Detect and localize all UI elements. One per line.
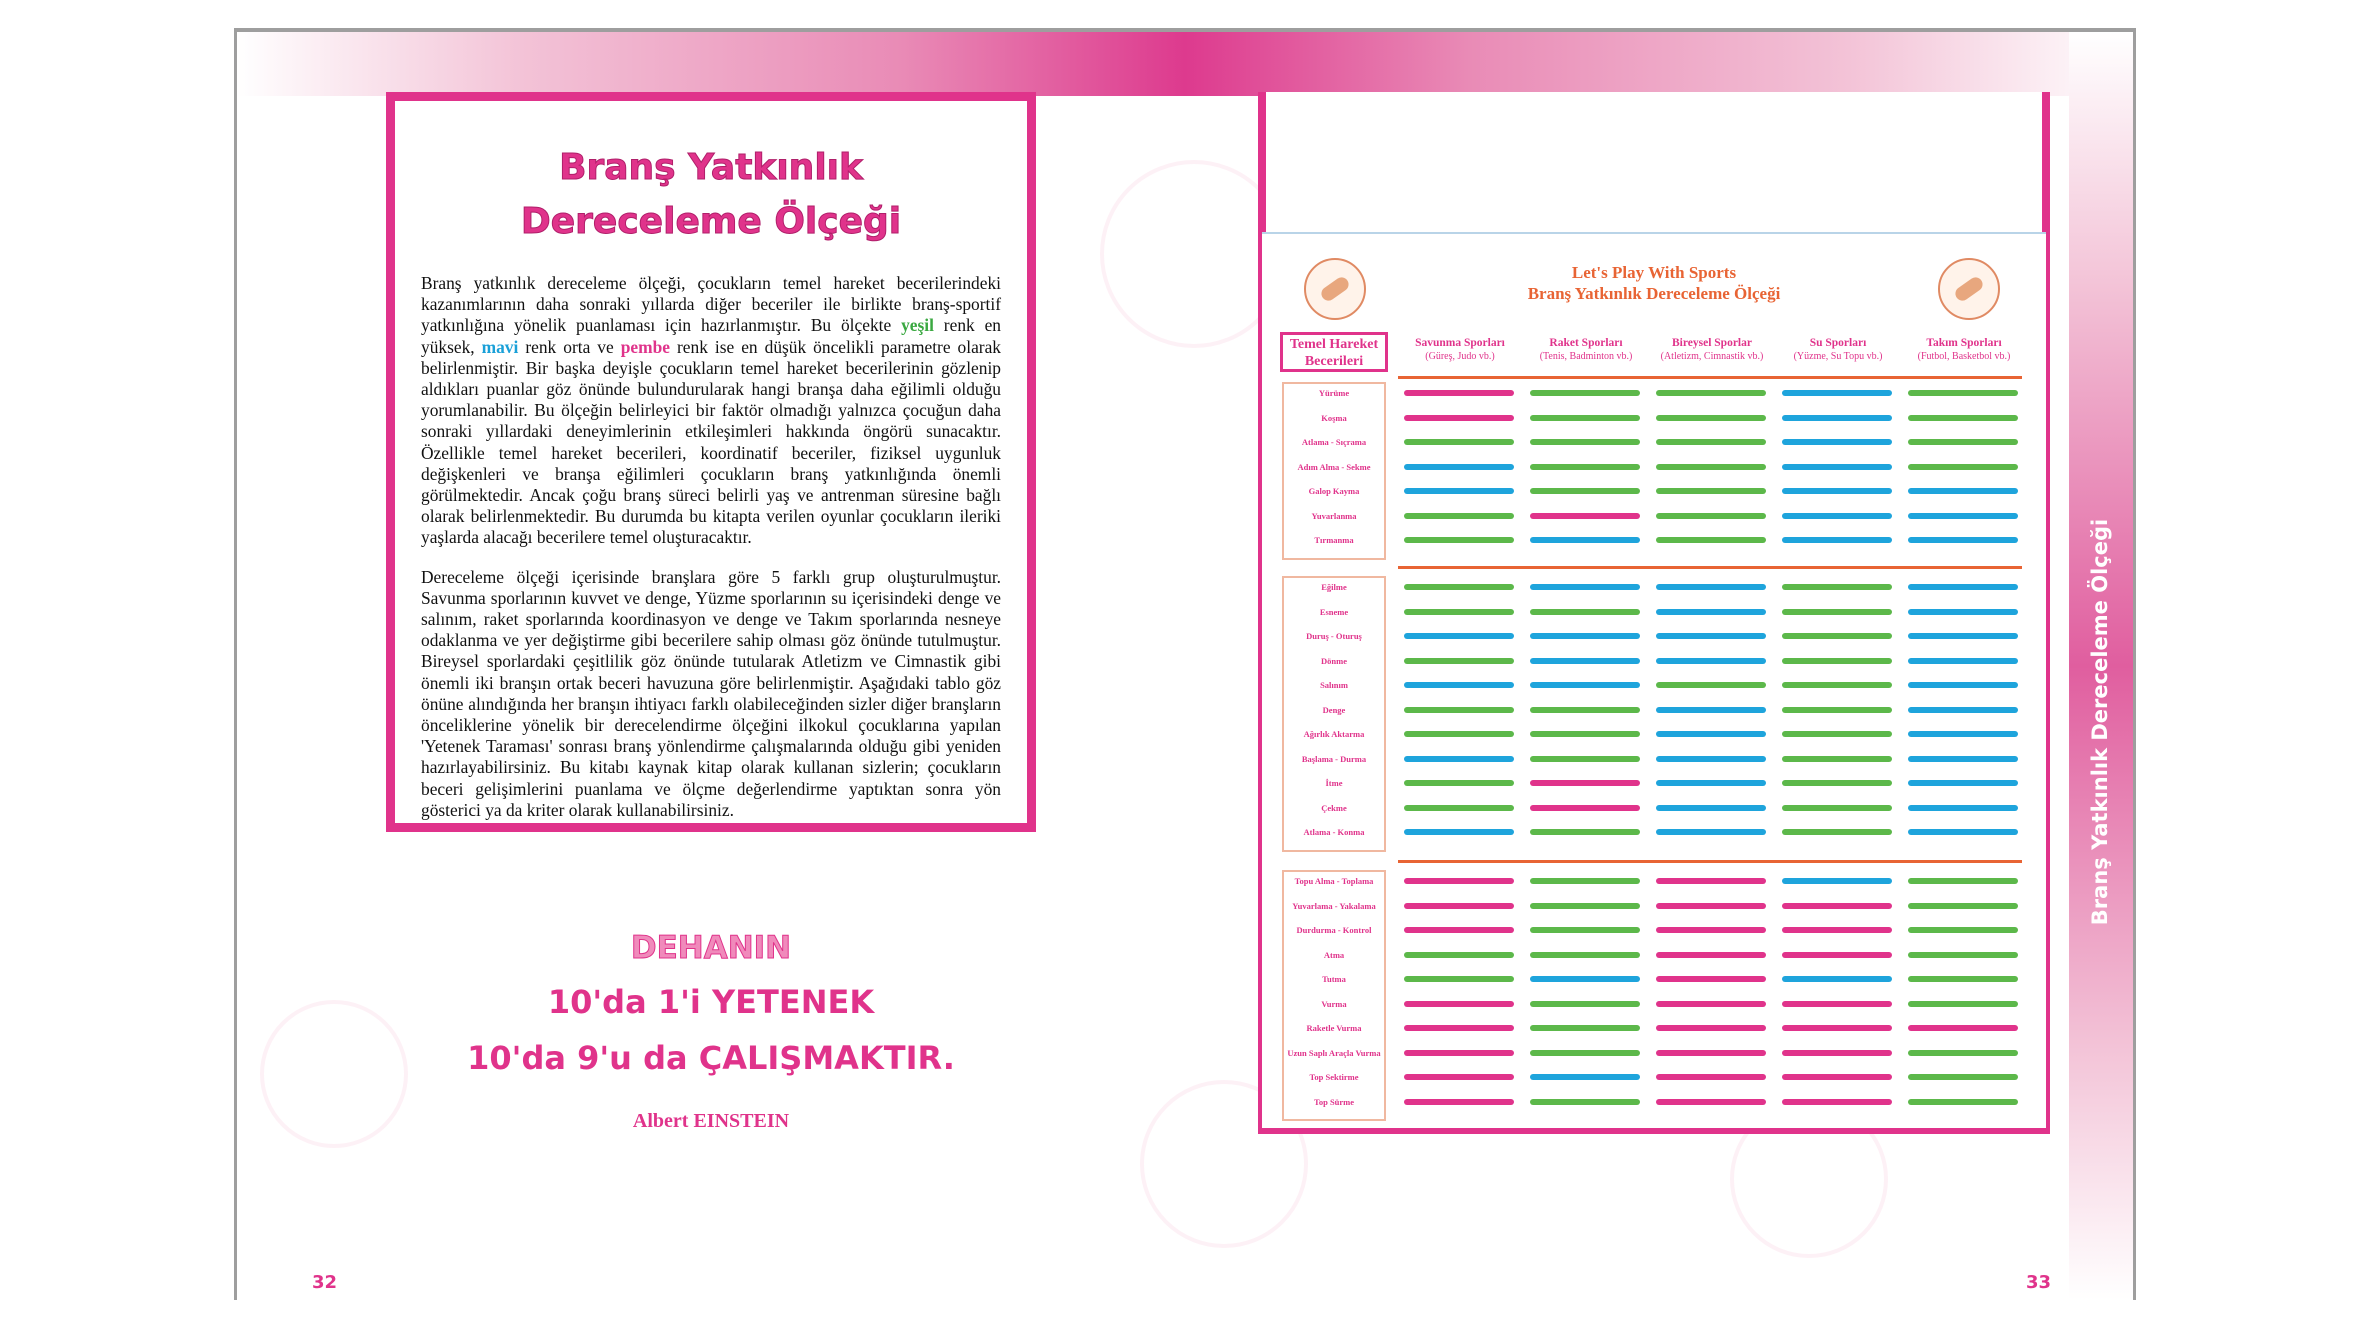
skill-label: Durdurma - Kontrol [1296,925,1372,935]
rating-bar [1782,1050,1892,1056]
rating-bar [1656,927,1766,933]
rating-bar [1908,805,2018,811]
rating-bar [1404,1025,1514,1031]
skill-label: Yürüme [1318,388,1350,398]
rating-bar [1782,952,1892,958]
rating-bar [1530,1050,1640,1056]
rating-bar [1782,584,1892,590]
rating-bar [1782,537,1892,543]
rating-bar [1908,584,2018,590]
column-header: Takım Sporları (Futbol, Basketbol vb.) [1917,337,2011,362]
skill-label: Galop Kayma [1308,486,1360,496]
rating-bar [1656,609,1766,615]
rating-bar [1908,488,2018,494]
rating-bar [1404,584,1514,590]
rating-bar [1782,927,1892,933]
rating-bar [1782,878,1892,884]
rating-bar [1404,682,1514,688]
rating-bar [1404,976,1514,982]
skill-label: Eğilme [1321,582,1347,592]
top-gradient-band [237,32,2133,96]
rating-bar [1908,513,2018,519]
rating-bar [1530,464,1640,470]
rating-bar [1782,780,1892,786]
rating-bar [1782,488,1892,494]
skill-label: Duruş - Oturuş [1306,631,1362,641]
rating-bar [1530,682,1640,688]
rating-bar [1656,390,1766,396]
skill-label: Vurma [1321,998,1347,1009]
rating-bar [1404,1074,1514,1080]
rating-bar [1908,829,2018,835]
rating-bar [1908,903,2018,909]
rating-bar [1404,1001,1514,1007]
rating-bar [1530,633,1640,639]
rating-bar [1404,952,1514,958]
skill-label: Salınım [1320,680,1348,690]
skill-label: Atlama - Sıçrama [1301,437,1367,447]
quote-line-1: DEHANIN [630,930,792,966]
rating-bar [1530,878,1640,884]
rating-bar [1656,805,1766,811]
skill-label: Yuvarlama - Yakalama [1292,900,1376,911]
rating-bar [1782,1001,1892,1007]
skill-label: Tutma [1322,974,1346,984]
rating-bar [1656,658,1766,664]
rating-bar [1404,537,1514,543]
intro-box [386,92,1036,832]
rating-bar [1404,805,1514,811]
rating-bar [1782,1025,1892,1031]
skill-label: Uzun Saplı Araçla Vurma [1287,1047,1381,1058]
rating-bar [1782,731,1892,737]
rating-bar [1404,829,1514,835]
rating-bar [1404,927,1514,933]
rating-bar [1908,1001,2018,1007]
rating-bar [1908,731,2018,737]
rating-bar [1782,658,1892,664]
rating-bar [1656,952,1766,958]
skill-label: Yuvarlanma [1311,510,1357,521]
rating-bar [1656,682,1766,688]
rating-bar [1908,976,2018,982]
rating-bar [1656,1099,1766,1105]
intro-paragraph-1: Branş yatkınlık dereceleme ölçeği, çocukların temel hareket becerilerindeki kazanımlarının daha sonraki yıllarda diğer beceriler ile birlikte branş-sportif yatkınlığına yönelik puanlaması için hazırlanmıştır. Bu ölçekte yeşil renk en yüksek, mavi renk orta ve pembe renk ise en düşük öncelikli parametre olarak belirlenmiştir. Bir başka deyişle çocukların temel hareket becerilerinin gözlenip aldıkları puanlar göz önünde bulundurularak hangi branşa daha eğilimli olduğu yorumlanabilir. Bu ölçeğin belirleyici bir faktör olmadığı yalnızca çocuğun daha sonraki yıllardaki deneyimlerinin etkileşimleri hakkında öngörü sunacaktır. Özellikle temel hareket becerileri, koordinatif beceriler, fiziksel uygunluk değişkenleri ve branşa eğilimleri çocukların branş yatkınlığında önemli görülmektedir. Ancak çoğu branş süreci belirli yaş ve antrenman süresine bağlı olarak belirlenmektedir. Bu durumda bu kitapta verilen oyunlar çocukların ileriki yaşlarda alacağı becerilere temel oluşturacaktır. [421,273,1001,548]
quote-line-3: 10'da 9'u da ÇALIŞMAKTIR. [467,1039,955,1077]
rating-bar [1404,513,1514,519]
rating-bar [1908,658,2018,664]
rating-bar [1530,927,1640,933]
skill-label: Raketle Vurma [1306,1023,1362,1033]
rating-bar [1530,952,1640,958]
skill-label: Ağırlık Aktarma [1303,729,1365,739]
rating-bar [1404,488,1514,494]
rating-bar [1530,537,1640,543]
rating-bar [1656,1001,1766,1007]
rating-bar [1404,707,1514,713]
header-divider [1398,376,2022,379]
rating-bar [1782,1099,1892,1105]
rating-bar [1530,609,1640,615]
rating-bar [1530,707,1640,713]
rating-bar [1782,439,1892,445]
rating-bar [1530,513,1640,519]
rating-bar [1530,390,1640,396]
rating-bar [1404,390,1514,396]
rating-bar [1404,878,1514,884]
rating-bar [1656,488,1766,494]
rating-bar [1908,927,2018,933]
group-divider [1398,566,2022,569]
rating-bar [1404,1099,1514,1105]
skill-label: Dönme [1321,655,1347,666]
rating-bar [1908,537,2018,543]
rating-bar [1656,976,1766,982]
rating-bar [1908,1050,2018,1056]
rating-bar [1656,584,1766,590]
rating-bar [1908,609,2018,615]
rating-bar [1782,513,1892,519]
rating-bar [1908,878,2018,884]
rating-bar [1782,464,1892,470]
skill-label: Atlama - Konma [1303,827,1365,837]
skill-label: Tırmanma [1314,535,1354,545]
rating-bar [1656,537,1766,543]
rating-bar [1782,390,1892,396]
rating-bar [1530,976,1640,982]
rating-bar [1656,1050,1766,1056]
skill-label: Çekme [1321,802,1347,813]
rating-bar [1404,439,1514,445]
rating-bar [1908,439,2018,445]
rating-bar [1782,829,1892,835]
rating-bar [1404,731,1514,737]
rating-bar [1404,609,1514,615]
rating-bar [1530,584,1640,590]
skill-label: Topu Alma - Toplama [1294,876,1374,886]
rating-bar [1656,439,1766,445]
rating-bar [1782,707,1892,713]
rating-bar [1530,756,1640,762]
intro-text [421,273,1001,821]
rating-bar [1530,1074,1640,1080]
rating-bar [1656,878,1766,884]
rating-bar [1404,658,1514,664]
rating-bar [1404,903,1514,909]
rating-bar [1530,439,1640,445]
rating-bar [1908,415,2018,421]
rating-bar [1404,633,1514,639]
side-title: Branş Yatkınlık Dereceleme Ölçeği [2088,518,2112,926]
rating-bar [1404,464,1514,470]
rating-bar [1782,756,1892,762]
rating-bar [1656,415,1766,421]
rating-bar [1782,903,1892,909]
quote-line-2: 10'da 1'i YETENEK [547,983,875,1021]
quote [386,922,1036,1133]
rating-bar [1656,731,1766,737]
skill-label: Top Sürme [1313,1096,1355,1107]
rating-bar [1908,682,2018,688]
rating-bar [1908,390,2018,396]
rating-bar [1656,1025,1766,1031]
rating-bar [1530,829,1640,835]
rating-bar [1530,1025,1640,1031]
rating-bar [1530,415,1640,421]
skill-label: Adım Alma - Sekme [1297,461,1371,472]
rating-bar [1908,952,2018,958]
rating-bar [1656,513,1766,519]
rating-bar [1530,780,1640,786]
skill-label: Başlama - Durma [1301,753,1367,764]
skill-label: Denge [1322,704,1346,715]
rating-bar [1530,805,1640,811]
rating-bar [1656,829,1766,835]
rating-bar [1656,1074,1766,1080]
rating-bar [1656,903,1766,909]
rating-bar [1908,780,2018,786]
skill-label: İtme [1325,778,1343,788]
intro-paragraph-2: Dereceleme ölçeği içerisinde branşlara göre 5 farklı grup oluşturulmuştur. Savunma sporlarının kuvvet ve denge, Yüzme sporlarının su içerisindeki denge ve salınım, raket sporlarında koordinasyon ve denge ve Takım sporlarında nesneye odaklanma ve yer değiştirme gibi becerilere sahip olması göz önünde tutulmuştur. Bireysel sporlardaki çeşitlilik göz önünde tutularak Atletizm ve Cimnastik gibi önemli iki branşın ortak beceri havuzuna göre belirlenmiştir. Aşağıdaki tablo göz önüne alındığında her branşın ihtiyacı farklı olabileceğinden sizler diğer branşların önceliklerine yönelik bir derecelendirme ölçeğini ilkokul çocuklarına yapılan 'Yetenek Taraması' sonrası branş yönlendirme çalışmalarında olduğu gibi yeniden hazırlayabilirsiniz. Bu kitabı kaynak kitap olarak kullanan sizlerin; çocukların beceri gelişimlerini puanlama ve ölçme değerlendirme yaptıktan sonra yön gösterici ya da kriter olarak kullanabilirsiniz. [421,566,1001,820]
rating-bar [1908,464,2018,470]
skill-label: Atma [1323,949,1345,960]
rating-bar [1656,633,1766,639]
rating-bar [1530,731,1640,737]
rating-bar [1782,1074,1892,1080]
skill-label: Koşma [1321,412,1347,423]
rating-bar [1782,633,1892,639]
rating-bar [1656,707,1766,713]
rating-bar [1656,780,1766,786]
rating-bar [1530,488,1640,494]
skill-label: Esneme [1319,606,1349,617]
rating-bar [1908,1099,2018,1105]
rating-bar [1908,707,2018,713]
rating-bar [1908,1025,2018,1031]
rating-bar [1530,903,1640,909]
group-divider [1398,860,2022,863]
skill-label: Top Sektirme [1309,1072,1359,1082]
rating-bar [1782,805,1892,811]
rating-bar [1656,464,1766,470]
rating-bar [1782,682,1892,688]
category-header: Temel Hareket Becerileri [1280,332,1388,372]
rating-bar [1656,756,1766,762]
table-title: Let's Play With Sports Branş Yatkınlık Dereceleme Ölçeği [1527,263,1781,303]
column-header: Su Sporları (Yüzme, Su Topu vb.) [1793,337,1883,362]
rating-bar [1404,1050,1514,1056]
rating-bar [1908,633,2018,639]
rating-bar [1404,756,1514,762]
rating-bar [1530,1001,1640,1007]
intro-title: Branş Yatkınlık Dereceleme Ölçeği [520,147,902,242]
rating-bar [1530,658,1640,664]
column-header: Raket Sporları (Tenis, Badminton vb.) [1539,337,1633,362]
quote-author: Albert EINSTEIN [632,1110,790,1132]
rating-bar [1908,756,2018,762]
rating-bar [1782,415,1892,421]
page-number-left: 32 [312,1272,338,1293]
rating-bar [1404,780,1514,786]
page-number-right: 33 [2026,1272,2052,1293]
rating-bar [1530,1099,1640,1105]
column-header: Savunma Sporları (Güreş, Judo vb.) [1415,337,1505,362]
rating-bar [1782,976,1892,982]
rating-bar [1782,609,1892,615]
rating-bar [1908,1074,2018,1080]
rating-bar [1404,415,1514,421]
column-header: Bireysel Sporlar (Atletizm, Cimnastik vb.) [1660,337,1764,362]
